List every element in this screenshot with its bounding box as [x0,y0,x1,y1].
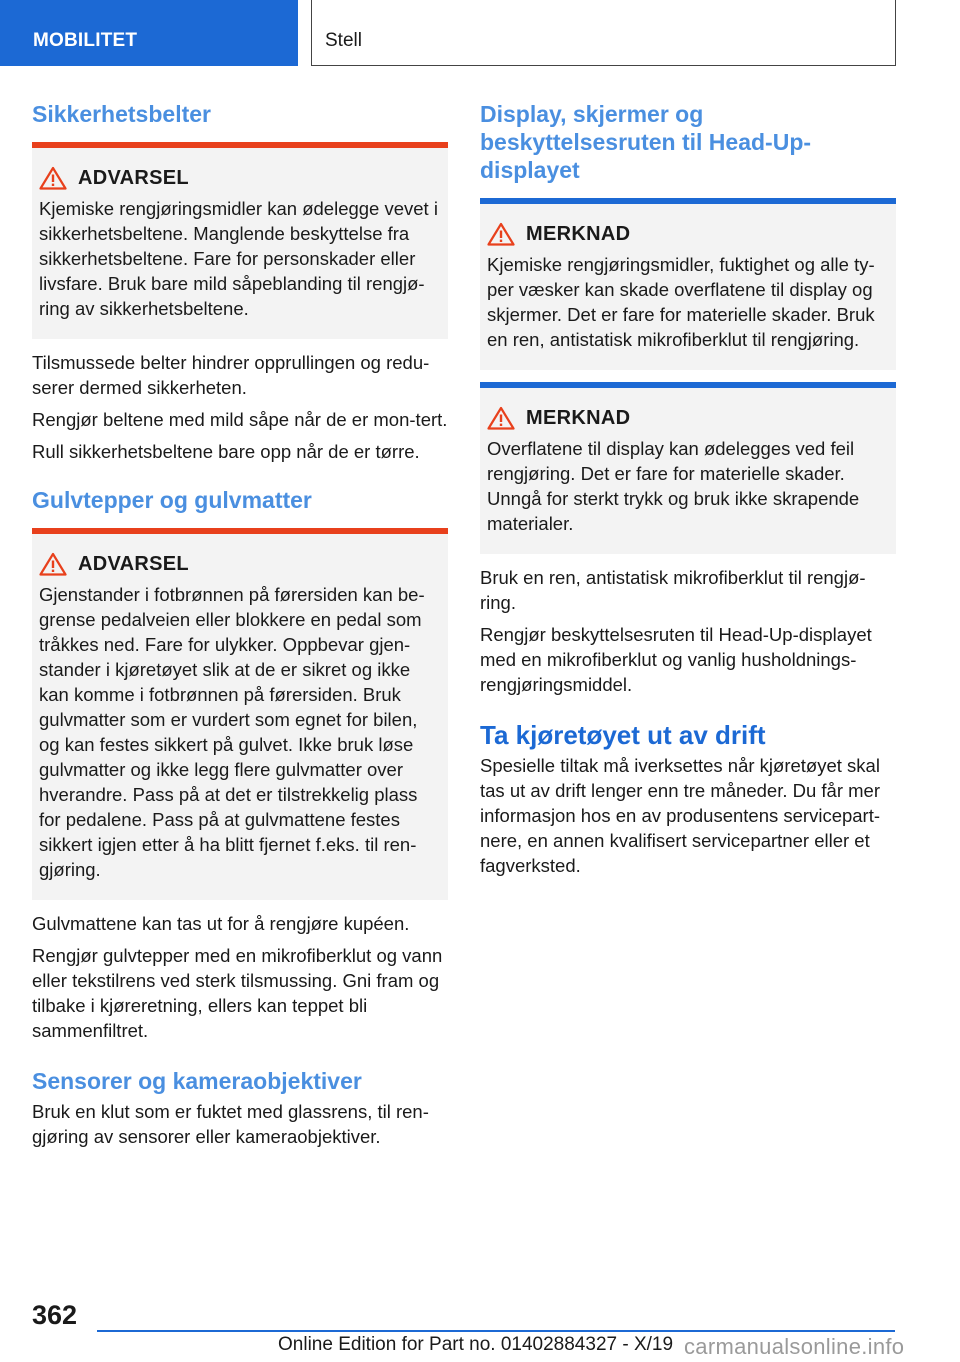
page-header [0,0,960,66]
warning-box-floor-mats [32,528,448,900]
notice-text: Overflatene til display kan ødelegges ved feil rengjøring. Det er fare for materielle skader. Unngå for sterkt trykk og bruk ikke skrapende materialer. [487,438,860,534]
warning-label: ADVARSEL [78,166,189,189]
footer-edition: Online Edition for Part no. 01402884327 - X/19 [278,1334,674,1355]
paragraph: Rengjør beltene med mild såpe når de er mon-tert. [32,409,448,430]
warning-triangle-icon [487,222,515,246]
notice-box-displays [480,198,896,370]
warning-triangle-icon [39,166,67,190]
warning-label: ADVARSEL [78,552,189,575]
notice-text: Kjemiske rengjøringsmidler, fuktighet og alle ty-per væsker kan skade overflatene til display og skjermer. Det er fare for materielle skader. Bruk en ren, antistatisk mikrofiberklut til rengjøring. [487,254,875,350]
chapter-tab: Stell [311,0,896,66]
notice-box-display-surfaces [480,382,896,554]
left-column [32,100,448,1149]
paragraph: Gulvmattene kan tas ut for å rengjøre kupéen. [32,913,410,934]
heading-seat-belts: Sikkerhetsbelter [32,101,211,127]
heading-decommission: Ta kjøretøyet ut av drift [480,720,766,750]
right-column [480,100,896,878]
paragraph: Bruk en ren, antistatisk mikrofiberklut til rengjø-ring. [480,567,866,613]
paragraph: Rengjør beskyttelsesruten til Head-Up-displayet med en mikrofiberklut og vanlig husholdnings-rengjøringsmiddel. [480,624,872,695]
paragraph: Bruk en klut som er fuktet med glassrens, til ren-gjøring av sensorer eller kameraobjektiver. [32,1101,429,1147]
warning-triangle-icon [487,406,515,430]
page-number: 362 [32,1300,78,1330]
paragraph: Tilsmussede belter hindrer opprullingen og redu-serer dermed sikkerheten. [32,352,430,398]
paragraph: Spesielle tiltak må iverksettes når kjøretøyet skal tas ut av drift lenger enn tre måneder. Du får mer informasjon hos en av produsentens servicepart-nere, en annen kvalifisert servicepartner eller et fagverksted. [480,755,881,876]
paragraph: Rengjør gulvtepper med en mikrofiberklut og vann eller tekstilrens ved sterk tilsmussing. Gni fram og tilbake i kjøreretning, ellers kan teppet bli sammenfiltret. [32,945,443,1041]
heading-sensors: Sensorer og kameraobjektiver [32,1068,362,1094]
warning-text: Gjenstander i fotbrønnen på førersiden kan be-grense pedalveien eller blokkere en pedal som tråkkes ned. Fare for ulykker. Oppbevar gjen-stander i kjøretøyet slik at de er sikret og ikke kan komme i fotbrønnen på førersiden. Bruk gulvmatter som er vurdert som egnet for bilen, og kan festes sikkert på gulvet. Ikke bruk løse gulvmatter og ikke legg flere gulvmatter over hverandre. Pass på at det er tilstrekkelig plass for pedalene. Pass på at gulvmattene festes sikkert igjen etter å ha blitt fjernet f.eks. til ren-gjøring. [39,584,425,880]
warning-text: Kjemiske rengjøringsmidler kan ødelegge vevet i sikkerhetsbeltene. Manglende beskyttelse fra sikkerhetsbeltene. Fare for personskader eller livsfare. Bruk bare mild såpeblanding til rengjø-ring av sikkerhetsbeltene. [39,198,438,319]
section-tab: MOBILITET [0,0,298,66]
heading-displays: Display, skjermer og beskyttelsesruten til Head-Up-displayet [480,101,812,183]
notice-label: MERKNAD [526,406,631,429]
notice-label: MERKNAD [526,222,631,245]
paragraph: Rull sikkerhetsbeltene bare opp når de er tørre. [32,441,420,462]
heading-floor-mats: Gulvtepper og gulvmatter [32,487,312,513]
warning-box-seat-belts [32,142,448,339]
footer-rule [97,1330,895,1332]
warning-triangle-icon [39,552,67,576]
watermark: carmanualsonline.info [684,1334,905,1359]
